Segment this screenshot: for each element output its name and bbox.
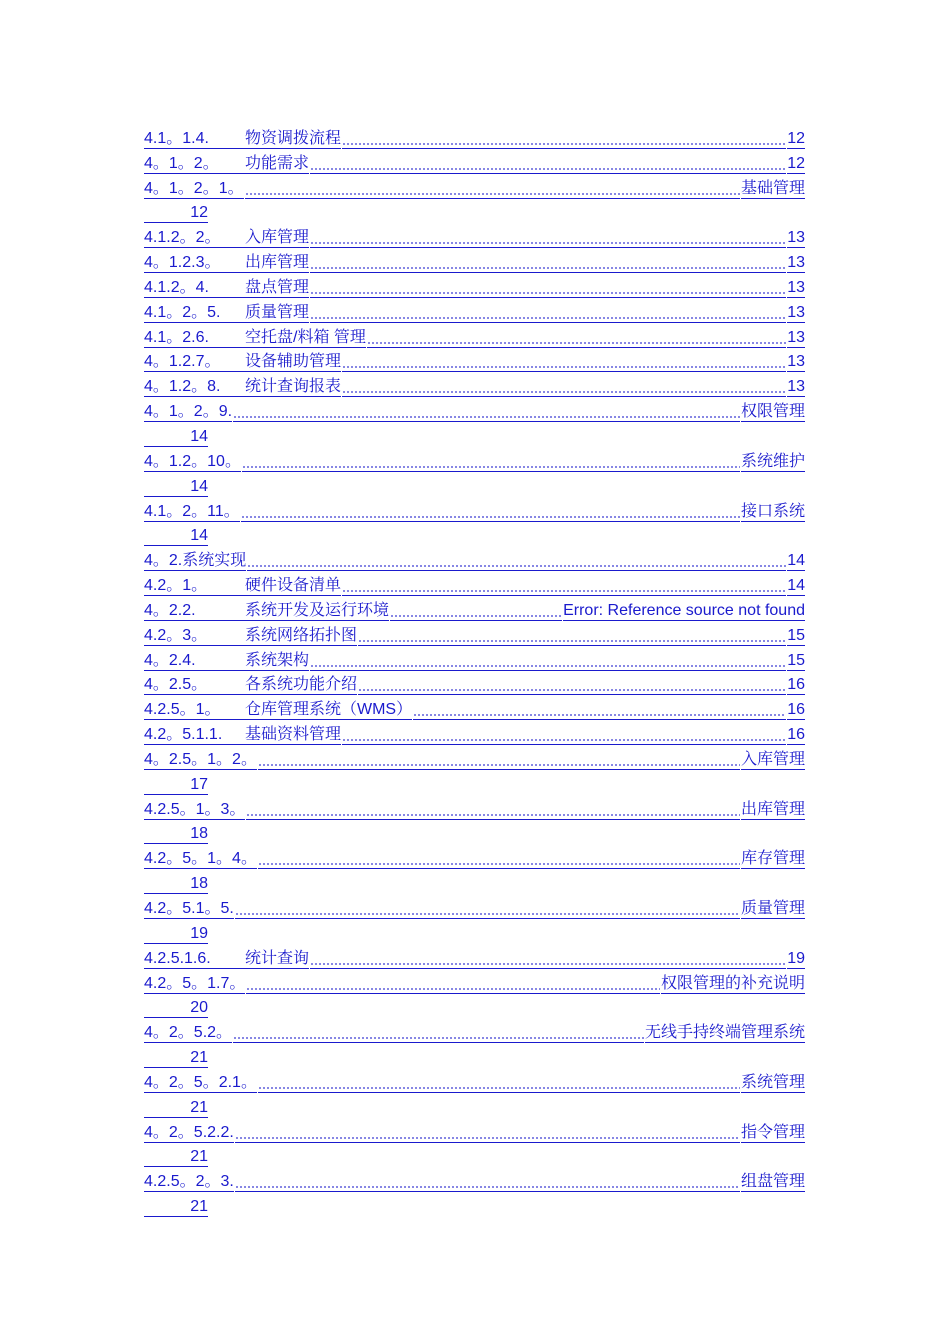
toc-entry-page: 12 [787, 129, 805, 147]
toc-entry-number: 4.2。5.1。5. [144, 900, 234, 917]
toc-entry-number: 4.1.2。4. [144, 278, 245, 298]
dot-leader [390, 601, 562, 621]
dot-leader [367, 328, 786, 348]
toc-entry-page: 14 [144, 477, 208, 497]
toc-entry-title: 质量管理 [245, 303, 310, 321]
toc-entry-page: 14 [787, 552, 805, 570]
toc-entry-title: 基础管理 [740, 179, 805, 197]
toc-entry-title: 系统网络拓扑图 [245, 626, 358, 644]
dot-leader [235, 899, 740, 919]
toc-entry-number: 4。1。2。1。 [144, 179, 244, 197]
toc-entry-number: 4。2.2. [144, 601, 245, 621]
toc-entry-number: 4。2.5。1。2。 [144, 750, 257, 768]
toc-entry-page: 14 [144, 427, 208, 447]
toc-entry[interactable] [144, 397, 805, 447]
toc-entry-page: 19 [144, 924, 208, 944]
toc-entry-number: 4.2.5。1。 [144, 700, 245, 720]
toc-entry[interactable] [144, 944, 805, 969]
dot-leader [246, 800, 740, 820]
toc-entry-page: 16 [787, 726, 805, 744]
dot-leader [247, 551, 786, 571]
toc-entry[interactable] [144, 1167, 805, 1217]
toc-entry-page: Error: Reference source not found [563, 601, 805, 619]
dot-leader [310, 228, 786, 248]
dot-leader [342, 352, 786, 372]
toc-entry[interactable] [144, 1118, 805, 1168]
toc-entry-number: 4.1.2。2。 [144, 228, 245, 248]
toc-entry[interactable] [144, 894, 805, 944]
toc-entry-page: 12 [787, 154, 805, 172]
toc-entry-title: 各系统功能介绍 [245, 676, 358, 694]
toc-entry-number: 4.2.5。1。3。 [144, 800, 246, 818]
dot-leader [358, 626, 786, 646]
toc-entry-title: 入库管理 [740, 750, 805, 768]
toc-entry[interactable] [144, 323, 805, 348]
toc-entry-page: 21 [144, 1197, 208, 1217]
toc-entry-title: 硬件设备清单 [245, 577, 342, 595]
toc-entry-number: 4。1。2。9. [144, 403, 233, 421]
toc-entry[interactable] [144, 273, 805, 298]
toc-entry-page: 15 [787, 651, 805, 669]
toc-entry-number: 4。2.4. [144, 651, 245, 671]
toc-entry[interactable] [144, 745, 805, 795]
toc-entry-number: 4。2。5.2.2. [144, 1123, 234, 1141]
dot-leader [310, 949, 786, 969]
dot-leader [258, 750, 740, 770]
toc-entry-page: 21 [144, 1147, 208, 1167]
toc-entry-title: 出库管理 [245, 254, 310, 272]
dot-leader [342, 377, 786, 397]
toc-entry[interactable] [144, 174, 805, 224]
dot-leader [342, 725, 786, 745]
dot-leader [358, 675, 786, 695]
toc-entry-title: 组盘管理 [740, 1173, 805, 1191]
toc-entry-title: 统计查询报表 [245, 378, 342, 396]
toc-entry-title: 出库管理 [740, 800, 805, 818]
toc-entry-title: 权限管理的补充说明 [660, 974, 805, 992]
toc-entry-number: 4.2。5.1.1. [144, 725, 245, 745]
toc-entry-page: 13 [787, 328, 805, 346]
toc-entry-number: 4。1.2.3。 [144, 253, 245, 273]
toc-entry-title: 盘点管理 [245, 278, 310, 296]
toc-entry-page: 13 [787, 353, 805, 371]
toc-entry-title: 仓库管理系统（WMS） [245, 701, 413, 719]
toc-entry-number: 4。2.5。 [144, 675, 245, 695]
toc-entry-title: 接口系统 [740, 502, 805, 520]
dot-leader [246, 974, 660, 994]
toc-entry-number: 4。2。5.2。 [144, 1024, 233, 1042]
toc-entry-page: 18 [144, 874, 208, 894]
dot-leader [258, 1073, 740, 1093]
dot-leader [310, 651, 786, 671]
toc-entry-page: 21 [144, 1098, 208, 1118]
dot-leader [342, 576, 786, 596]
toc-entry-page: 21 [144, 1048, 208, 1068]
toc-entry-page: 20 [144, 998, 208, 1018]
toc-entry-number: 4.1。2。5. [144, 303, 245, 323]
toc-entry[interactable] [144, 124, 805, 149]
dot-leader [235, 1172, 740, 1192]
toc-entry-number: 4。1.2。8. [144, 377, 245, 397]
toc-entry-page: 13 [787, 278, 805, 296]
toc-entry-number: 4.2。1。 [144, 576, 245, 596]
toc-entry-page: 14 [144, 526, 208, 546]
toc-entry[interactable] [144, 149, 805, 174]
toc-entry-title: 空托盘/料箱 管理 [245, 328, 366, 346]
toc-entry-title: 入库管理 [245, 229, 310, 247]
dot-leader [241, 502, 740, 522]
toc-entry-page: 13 [787, 303, 805, 321]
toc-entry[interactable] [144, 248, 805, 273]
toc-entry-page: 16 [787, 701, 805, 719]
dot-leader [310, 253, 786, 273]
dot-leader [233, 402, 740, 422]
toc-entry-title: 物资调拨流程 [245, 129, 342, 147]
toc-entry-title: 无线手持终端管理系统 [644, 1024, 805, 1042]
dot-leader [233, 1023, 644, 1043]
toc-entry-title: 库存管理 [740, 850, 805, 868]
toc-entry-title: 系统实现 [182, 552, 247, 570]
toc-entry-page: 14 [787, 577, 805, 595]
dot-leader [245, 179, 740, 199]
toc-entry-title: 权限管理 [740, 403, 805, 421]
toc-entry-title: 系统维护 [740, 452, 805, 470]
toc-entry-title: 基础资料管理 [245, 726, 342, 744]
toc-entry-number: 4.1。2。11。 [144, 502, 240, 520]
toc-entry-title: 质量管理 [740, 900, 805, 917]
toc-entry[interactable] [144, 969, 805, 1019]
toc-entry[interactable] [144, 372, 805, 397]
dot-leader [310, 154, 786, 174]
toc-entry-page: 17 [144, 775, 208, 795]
toc-entry-number: 4.2。5。1.7。 [144, 974, 246, 992]
toc-entry[interactable] [144, 596, 805, 621]
dot-leader [310, 278, 786, 298]
toc-entry[interactable] [144, 621, 805, 646]
toc-entry-page: 12 [144, 203, 208, 223]
toc-entry[interactable] [144, 447, 805, 497]
toc-entry[interactable] [144, 348, 805, 373]
table-of-contents [144, 124, 805, 1217]
toc-entry-page: 13 [787, 378, 805, 396]
toc-entry[interactable] [144, 671, 805, 696]
toc-entry[interactable] [144, 497, 805, 547]
dot-leader [310, 303, 786, 323]
toc-entry-page: 15 [787, 626, 805, 644]
dot-leader [413, 700, 786, 720]
toc-entry-number: 4。1.2。10。 [144, 452, 241, 470]
toc-entry-page: 13 [787, 254, 805, 272]
toc-entry[interactable] [144, 1068, 805, 1118]
toc-entry-title: 指令管理 [740, 1123, 805, 1141]
toc-entry-page: 13 [787, 229, 805, 247]
toc-entry-number: 4.1。1.4. [144, 129, 245, 149]
toc-entry-number: 4。1。2。 [144, 154, 245, 174]
toc-entry-title: 功能需求 [245, 154, 310, 172]
toc-entry[interactable] [144, 298, 805, 323]
toc-entry[interactable] [144, 1018, 805, 1068]
toc-entry[interactable] [144, 571, 805, 596]
dot-leader [242, 452, 740, 472]
toc-entry-title: 统计查询 [245, 949, 310, 967]
toc-entry-title: 设备辅助管理 [245, 353, 342, 371]
toc-entry[interactable] [144, 844, 805, 894]
toc-entry-number: 4.2。3。 [144, 626, 245, 646]
toc-entry-number: 4。2。5。2.1。 [144, 1073, 257, 1091]
toc-entry[interactable] [144, 795, 805, 845]
toc-entry[interactable] [144, 223, 805, 248]
toc-entry-number: 4。2. [144, 552, 183, 570]
toc-entry-title: 系统开发及运行环境 [245, 601, 390, 619]
dot-leader [258, 849, 740, 869]
toc-entry[interactable] [144, 720, 805, 745]
toc-entry-page: 16 [787, 676, 805, 694]
dot-leader [342, 129, 786, 149]
toc-entry-page: 19 [787, 949, 805, 967]
toc-entry[interactable] [144, 695, 805, 720]
toc-entry[interactable] [144, 646, 805, 671]
toc-entry-title: 系统管理 [740, 1073, 805, 1091]
dot-leader [235, 1123, 740, 1143]
toc-entry-page: 18 [144, 824, 208, 844]
toc-entry-number: 4。1.2.7。 [144, 352, 245, 372]
toc-entry-number: 4.2。5。1。4。 [144, 850, 257, 868]
toc-entry-number: 4.1。2.6. [144, 328, 245, 348]
toc-entry-number: 4.2.5。2。3. [144, 1173, 234, 1191]
toc-entry[interactable] [144, 546, 805, 571]
toc-entry-title: 系统架构 [245, 651, 310, 669]
toc-entry-number: 4.2.5.1.6. [144, 949, 245, 969]
